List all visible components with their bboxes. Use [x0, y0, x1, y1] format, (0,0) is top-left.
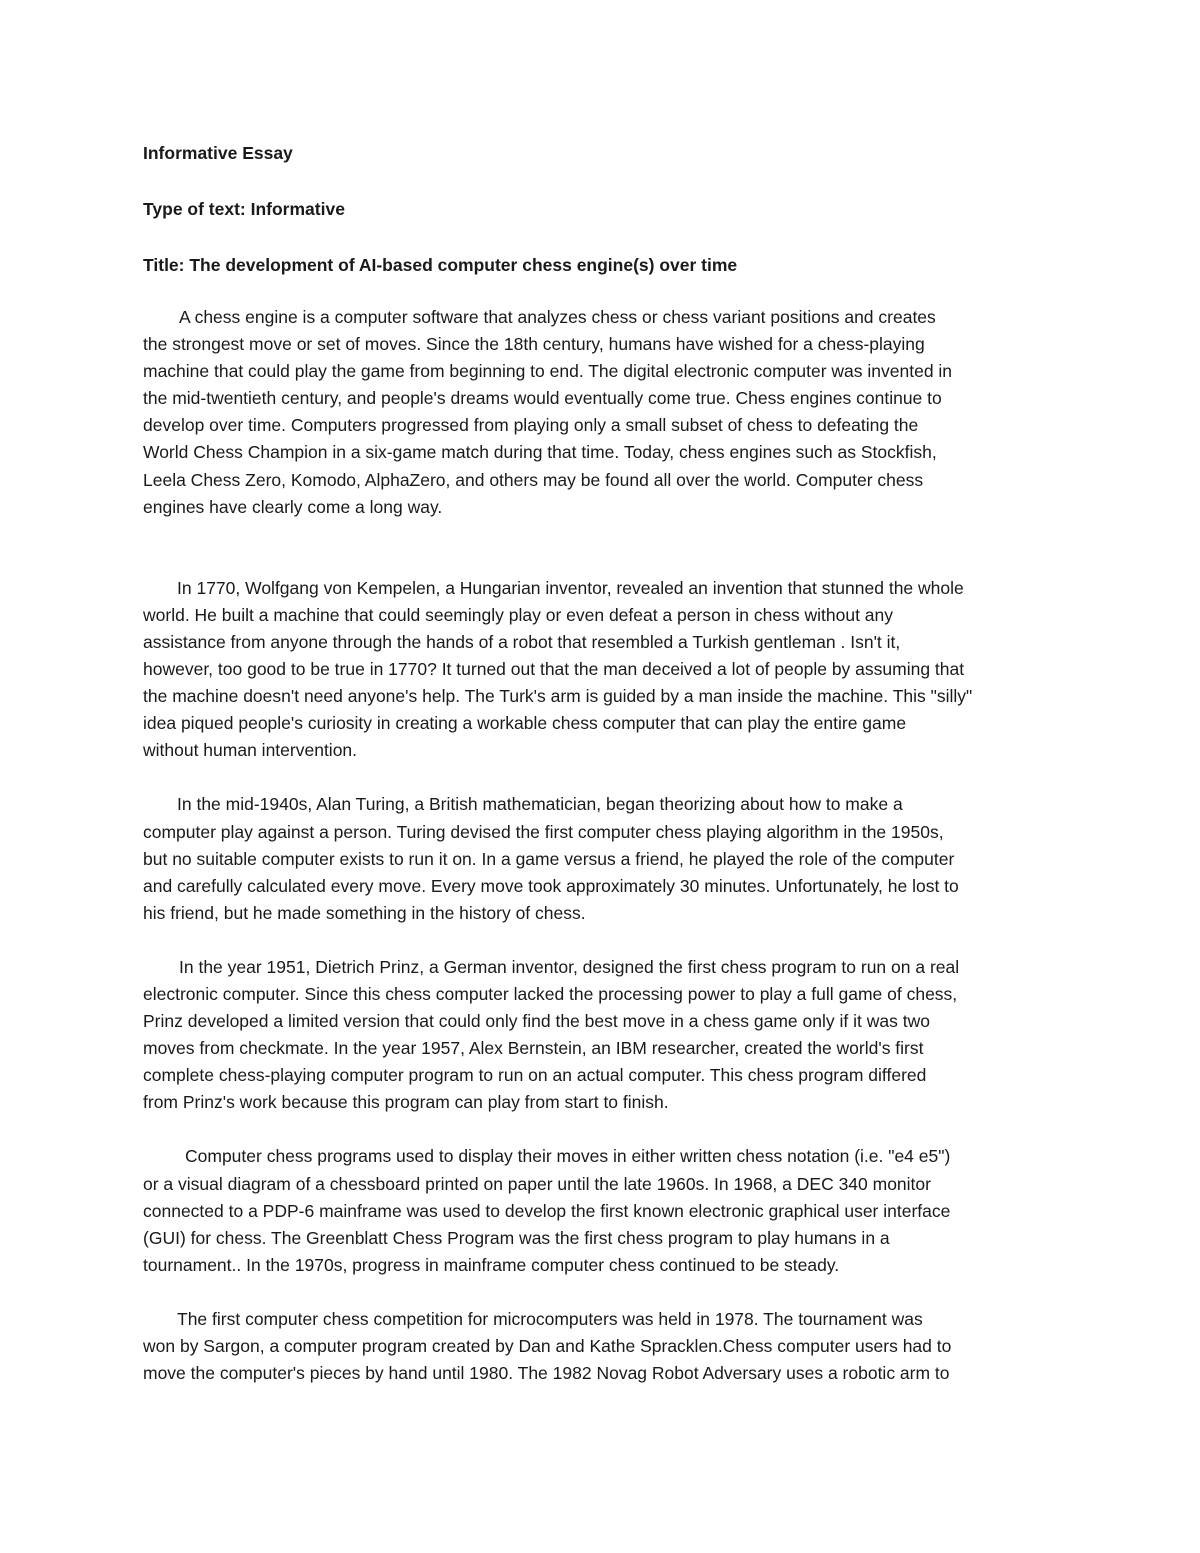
paragraph-line: his friend, but he made something in the history of chess.	[143, 902, 586, 923]
paragraph-line: world. He built a machine that could seemingly play or even defeat a person in chess without any	[143, 604, 894, 625]
paragraph-line: won by Sargon, a computer program created by Dan and Kathe Spracklen.Chess computer users had to	[143, 1336, 952, 1356]
paragraph-line: connected to a PDP-6 mainframe was used to develop the first known electronic graphical user interface	[143, 1200, 951, 1221]
paragraph-line: World Chess Champion in a six-game match during that time. Today, chess engines such as Stockfish,	[143, 442, 937, 463]
paragraph-line: machine that could play the game from beginning to end. The digital electronic computer was invented in	[143, 361, 953, 382]
text-type-heading: Type of text: Informative	[143, 199, 345, 219]
paragraph-line: engines have clearly come a long way.	[143, 496, 443, 517]
paragraph-line: moves from checkmate. In the year 1957, Alex Bernstein, an IBM researcher, created the world's first	[143, 1038, 924, 1059]
paragraph-line: In 1770, Wolfgang von Kempelen, a Hungarian inventor, revealed an invention that stunned the whole	[177, 577, 964, 598]
document-body	[143, 140, 1068, 1387]
paragraph-line: computer play against a person. Turing devised the first computer chess playing algorithm in the 1950s,	[143, 821, 944, 842]
paragraph-line: the machine doesn't need anyone's help. The Turk's arm is guided by a man inside the machine. This "silly"	[143, 686, 973, 707]
paragraph-line: A chess engine is a computer software that analyzes chess or chess variant positions and creates	[179, 307, 936, 327]
paragraph-line: Leela Chess Zero, Komodo, AlphaZero, and others may be found all over the world. Computer chess	[143, 469, 924, 490]
paragraph-kempelen	[143, 575, 1068, 765]
paragraph-line: electronic computer. Since this chess computer lacked the processing power to play a full game of chess,	[143, 983, 958, 1004]
essay-title: Title: The development of AI-based computer chess engine(s) over time	[143, 255, 738, 275]
paragraph-line: In the year 1951, Dietrich Prinz, a German inventor, designed the first chess program to run on a real	[179, 956, 960, 977]
paragraph-line: The first computer chess competition for microcomputers was held in 1978. The tournament was	[177, 1308, 923, 1329]
paragraph-line: tournament.. In the 1970s, progress in mainframe computer chess continued to be steady.	[143, 1254, 840, 1275]
paragraph-line: or a visual diagram of a chessboard printed on paper until the late 1960s. In 1968, a DEC 340 monitor	[143, 1173, 931, 1194]
paragraph-line: without human intervention.	[143, 740, 358, 761]
paragraph-line: develop over time. Computers progressed from playing only a small subset of chess to defeating the	[143, 415, 919, 436]
paragraph-turing	[143, 791, 1068, 926]
paragraph-line: idea piqued people's curiosity in creating a workable chess computer that can play the entire game	[143, 713, 907, 734]
paragraph-line: and carefully calculated every move. Every move took approximately 30 minutes. Unfortunately, he lost to	[143, 875, 959, 896]
paragraph-line: however, too good to be true in 1770? It turned out that the man deceived a lot of people by assuming that	[143, 659, 965, 680]
paragraph-line: from Prinz's work because this program can play from start to finish.	[143, 1092, 669, 1113]
paragraph-line: complete chess-playing computer program to run on an actual computer. This chess program differed	[143, 1065, 927, 1086]
paragraph-line: move the computer's pieces by hand until 1980. The 1982 Novag Robot Adversary uses a robotic arm to	[143, 1363, 950, 1384]
paragraph-line: (GUI) for chess. The Greenblatt Chess Program was the first chess program to play humans in a	[143, 1227, 890, 1248]
paragraph-line: the mid-twentieth century, and people's dreams would eventually come true. Chess engines continue to	[143, 388, 942, 409]
paragraph-microcomputers	[143, 1306, 1068, 1387]
paragraph-line: In the mid-1940s, Alan Turing, a British mathematician, began theorizing about how to make a	[177, 794, 903, 815]
paragraph-intro	[143, 304, 1068, 521]
paragraph-prinz	[143, 954, 1068, 1117]
paragraph-line: Computer chess programs used to display their moves in either written chess notation (i.e. "e4 e5")	[185, 1146, 951, 1167]
paragraph-gui	[143, 1143, 1068, 1278]
paragraph-line: assistance from anyone through the hands of a robot that resembled a Turkish gentleman . Isn't it,	[143, 631, 901, 652]
paragraph-line: the strongest move or set of moves. Since the 18th century, humans have wished for a chess-playing	[143, 334, 925, 355]
essay-heading: Informative Essay	[143, 143, 293, 163]
paragraph-line: Prinz developed a limited version that could only find the best move in a chess game only if it was two	[143, 1011, 930, 1032]
paragraph-line: but no suitable computer exists to run it on. In a game versus a friend, he played the role of the computer	[143, 848, 955, 869]
